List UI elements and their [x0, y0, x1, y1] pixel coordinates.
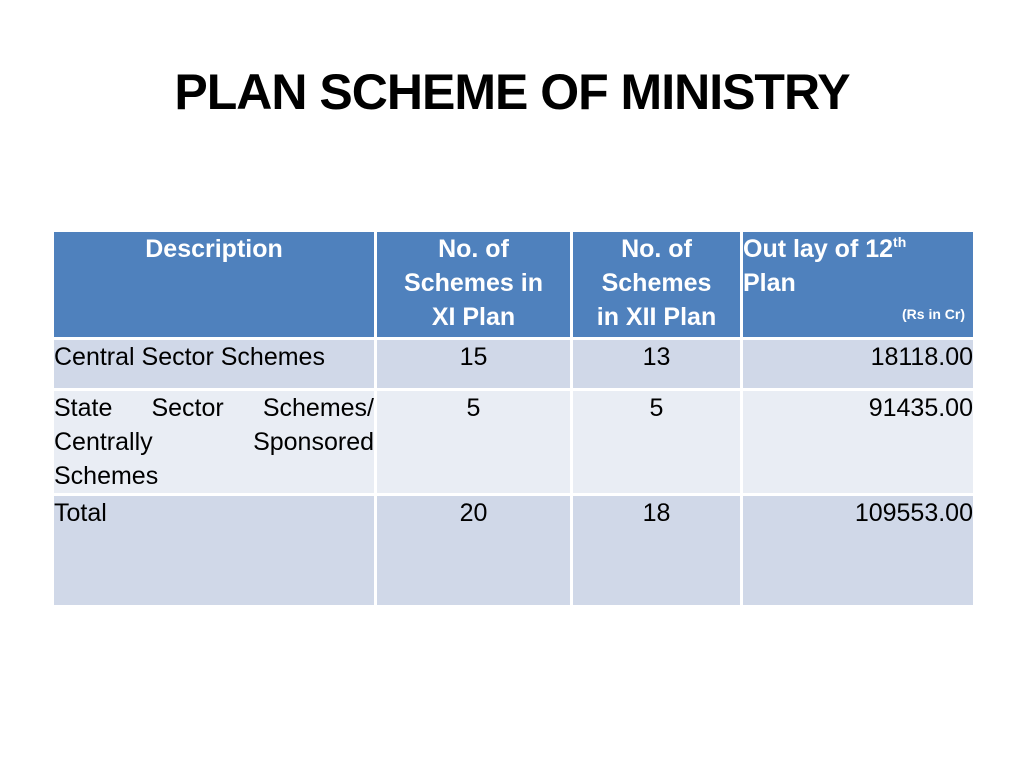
header-description [53, 231, 376, 339]
table-header-row [53, 231, 975, 339]
row-xi-count: 20 [376, 495, 572, 607]
header-xi-line3: XI Plan [431, 303, 516, 331]
row-outlay: 18118.00 [742, 339, 975, 390]
header-description-label: Description [145, 235, 283, 263]
row-xii-count: 5 [572, 390, 742, 495]
header-outlay-unit: (Rs in Cr) [902, 306, 965, 322]
table-row [53, 390, 975, 495]
header-xii-line1: No. of [621, 235, 692, 263]
header-xi-line1: No. of [438, 235, 509, 263]
header-outlay-line2: Plan [743, 269, 796, 297]
row-description: Total [53, 495, 376, 607]
slide-title: PLAN SCHEME OF MINISTRY [174, 64, 850, 120]
header-xii-line2: Schemes [601, 269, 712, 297]
table-row [53, 339, 975, 390]
plan-scheme-table [51, 229, 976, 608]
header-outlay [742, 231, 975, 339]
row-xi-count: 5 [376, 390, 572, 495]
header-xii-plan [572, 231, 742, 339]
header-xi-plan [376, 231, 572, 339]
row-xi-count: 15 [376, 339, 572, 390]
row-description: Central Sector Schemes [53, 339, 376, 390]
header-outlay-main: Out lay of 12 [743, 235, 894, 263]
header-xi-line2: Schemes in [404, 269, 543, 297]
header-outlay-sup: th [893, 234, 907, 250]
row-xii-count: 18 [572, 495, 742, 607]
row-description: State Sector Schemes/ Centrally Sponsored Schemes [53, 390, 376, 495]
row-outlay: 91435.00 [742, 390, 975, 495]
table-row-total [53, 495, 975, 607]
header-xii-line3: in XII Plan [596, 303, 717, 331]
row-xii-count: 13 [572, 339, 742, 390]
row-outlay: 109553.00 [742, 495, 975, 607]
